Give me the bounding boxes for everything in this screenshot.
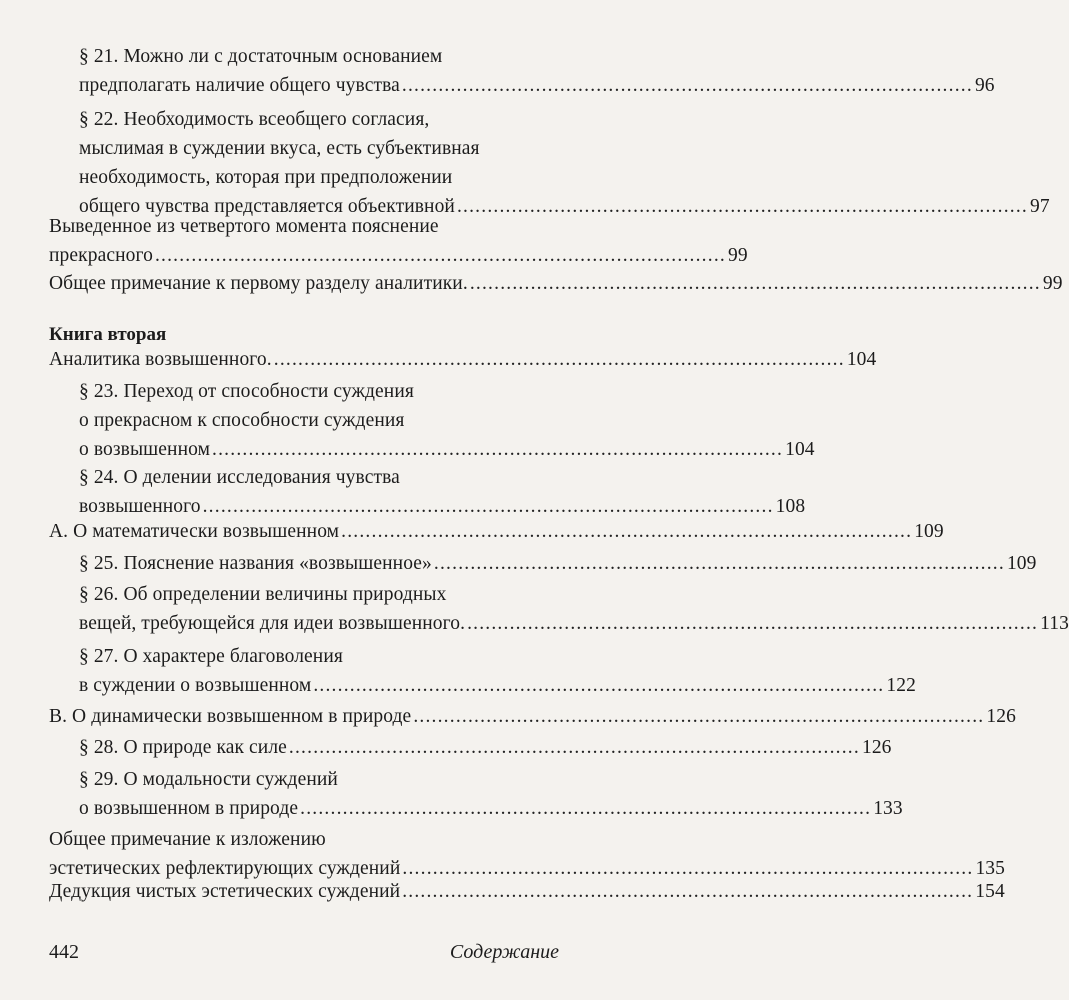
toc-entry-last-line bbox=[79, 549, 1037, 578]
toc-entry bbox=[79, 765, 903, 823]
toc-entry bbox=[49, 877, 1005, 906]
toc-entry bbox=[79, 580, 1069, 638]
toc-entry bbox=[49, 212, 748, 270]
toc-page-number: 133 bbox=[873, 798, 903, 819]
toc-page-number: 104 bbox=[846, 349, 877, 370]
toc-entry bbox=[79, 549, 1037, 578]
toc-entry bbox=[79, 642, 916, 700]
dot-leader: .............................................................................................. bbox=[413, 706, 985, 727]
toc-entry-last-line bbox=[49, 269, 1063, 298]
dot-leader: .............................................................................................. bbox=[341, 521, 913, 542]
toc-page-number: 113 bbox=[1040, 613, 1069, 634]
toc-entry-line: § 28. О природе как силе bbox=[79, 737, 287, 758]
toc-entry-line: возвышенного bbox=[79, 496, 201, 517]
toc-entry-line: § 24. О делении исследования чувства bbox=[79, 467, 400, 488]
dot-leader: .............................................................................................. bbox=[313, 675, 885, 696]
dot-leader: .............................................................................................. bbox=[402, 858, 974, 879]
toc-entry-line: Общее примечание к первому разделу аналитики. bbox=[49, 273, 468, 294]
toc-entry-line: прекрасного bbox=[49, 245, 153, 266]
toc-entry bbox=[49, 702, 1016, 731]
dot-leader: .............................................................................................. bbox=[402, 881, 974, 902]
toc-entry-line: § 26. Об определении величины природных bbox=[79, 584, 447, 605]
toc-entry-last-line bbox=[79, 794, 903, 823]
toc-entry-line: § 21. Можно ли с достаточным основанием bbox=[79, 46, 443, 67]
toc-entry bbox=[79, 733, 892, 762]
dot-leader: .............................................................................................. bbox=[456, 196, 1029, 217]
toc-entry-last-line bbox=[79, 609, 1069, 638]
toc-entry-line: § 22. Необходимость всеобщего согласия, bbox=[79, 109, 430, 130]
toc-entry-line: мыслимая в суждении вкуса, есть субъективная bbox=[79, 138, 480, 159]
toc-entry-line: о возвышенном в природе bbox=[79, 798, 299, 819]
dot-leader: .............................................................................................. bbox=[212, 439, 784, 460]
toc-entry-last-line bbox=[49, 877, 1005, 906]
page-number: 442 bbox=[49, 941, 79, 963]
toc-page-number: 109 bbox=[1006, 553, 1037, 574]
toc-entry-line: § 23. Переход от способности суждения bbox=[79, 381, 414, 402]
toc-entry-line: § 29. О модальности суждений bbox=[79, 769, 338, 790]
toc-entry-last-line bbox=[79, 435, 815, 464]
toc-entry-last-line bbox=[49, 241, 748, 270]
toc-page-number: 154 bbox=[975, 881, 1005, 902]
toc-entry-line: Общее примечание к изложению bbox=[49, 829, 326, 850]
toc-entry-line: Выведенное из четвертого момента пояснение bbox=[49, 216, 439, 237]
toc-entry bbox=[49, 269, 1063, 298]
toc-page-number: 126 bbox=[986, 706, 1016, 727]
toc-entry-line: Аналитика возвышенного. bbox=[49, 349, 272, 370]
dot-leader: .............................................................................................. bbox=[469, 273, 1041, 294]
toc-entry-line: § 27. О характере благоволения bbox=[79, 646, 343, 667]
toc-entry-line: необходимость, которая при предположении bbox=[79, 167, 453, 188]
toc-entry-line: § 25. Пояснение названия «возвышенное» bbox=[79, 553, 432, 574]
toc-page-number: 122 bbox=[886, 675, 916, 696]
toc-entry bbox=[79, 42, 995, 100]
toc-entry-line: в суждении о возвышенном bbox=[79, 675, 312, 696]
dot-leader: .............................................................................................. bbox=[300, 798, 872, 819]
toc-entry bbox=[49, 345, 877, 374]
dot-leader: .............................................................................................. bbox=[467, 613, 1039, 634]
dot-leader: .............................................................................................. bbox=[273, 349, 845, 370]
toc-entry bbox=[49, 517, 944, 546]
dot-leader: .............................................................................................. bbox=[202, 496, 774, 517]
toc-entry-last-line bbox=[79, 671, 916, 700]
dot-leader: .............................................................................................. bbox=[433, 553, 1005, 574]
dot-leader: .............................................................................................. bbox=[401, 75, 973, 96]
toc-entry-line: предполагать наличие общего чувства bbox=[79, 75, 400, 96]
dot-leader: .............................................................................................. bbox=[154, 245, 726, 266]
toc-entry bbox=[79, 377, 815, 464]
toc-entry-line: Дедукция чистых эстетических суждений bbox=[49, 881, 401, 902]
toc-entry-line: А. О математически возвышенном bbox=[49, 521, 340, 542]
toc-entry bbox=[79, 463, 806, 521]
toc-entry-line: общего чувства представляется объективной bbox=[79, 196, 455, 217]
toc-page-number: 96 bbox=[974, 75, 995, 96]
toc-page-number: 135 bbox=[975, 858, 1006, 879]
toc-page-number: 104 bbox=[785, 439, 815, 460]
toc-page-number: 99 bbox=[728, 245, 748, 266]
toc-page-number: 99 bbox=[1042, 273, 1063, 294]
toc-entry-line: о возвышенном bbox=[79, 439, 211, 460]
toc-entry-line: эстетических рефлектирующих суждений bbox=[49, 858, 401, 879]
toc-page-number: 108 bbox=[775, 496, 806, 517]
toc-entry-line: В. О динамически возвышенном в природе bbox=[49, 706, 412, 727]
toc-entry-line: о прекрасном к способности суждения bbox=[79, 410, 405, 431]
toc-entry bbox=[79, 105, 1050, 221]
toc-entry-last-line bbox=[49, 345, 877, 374]
running-title: Содержание bbox=[449, 941, 559, 963]
toc-entry-last-line bbox=[79, 733, 892, 762]
toc-page-number: 97 bbox=[1030, 196, 1050, 217]
toc-entry-last-line bbox=[49, 517, 944, 546]
toc-page-number: 126 bbox=[861, 737, 892, 758]
toc-entry-last-line bbox=[49, 702, 1016, 731]
book-title: Книга вторая bbox=[49, 324, 167, 345]
toc-entry-line: вещей, требующейся для идеи возвышенного. bbox=[79, 613, 466, 634]
toc-entry-last-line bbox=[79, 71, 995, 100]
dot-leader: .............................................................................................. bbox=[288, 737, 860, 758]
toc-page-number: 109 bbox=[914, 521, 944, 542]
toc-entry bbox=[49, 825, 1006, 883]
